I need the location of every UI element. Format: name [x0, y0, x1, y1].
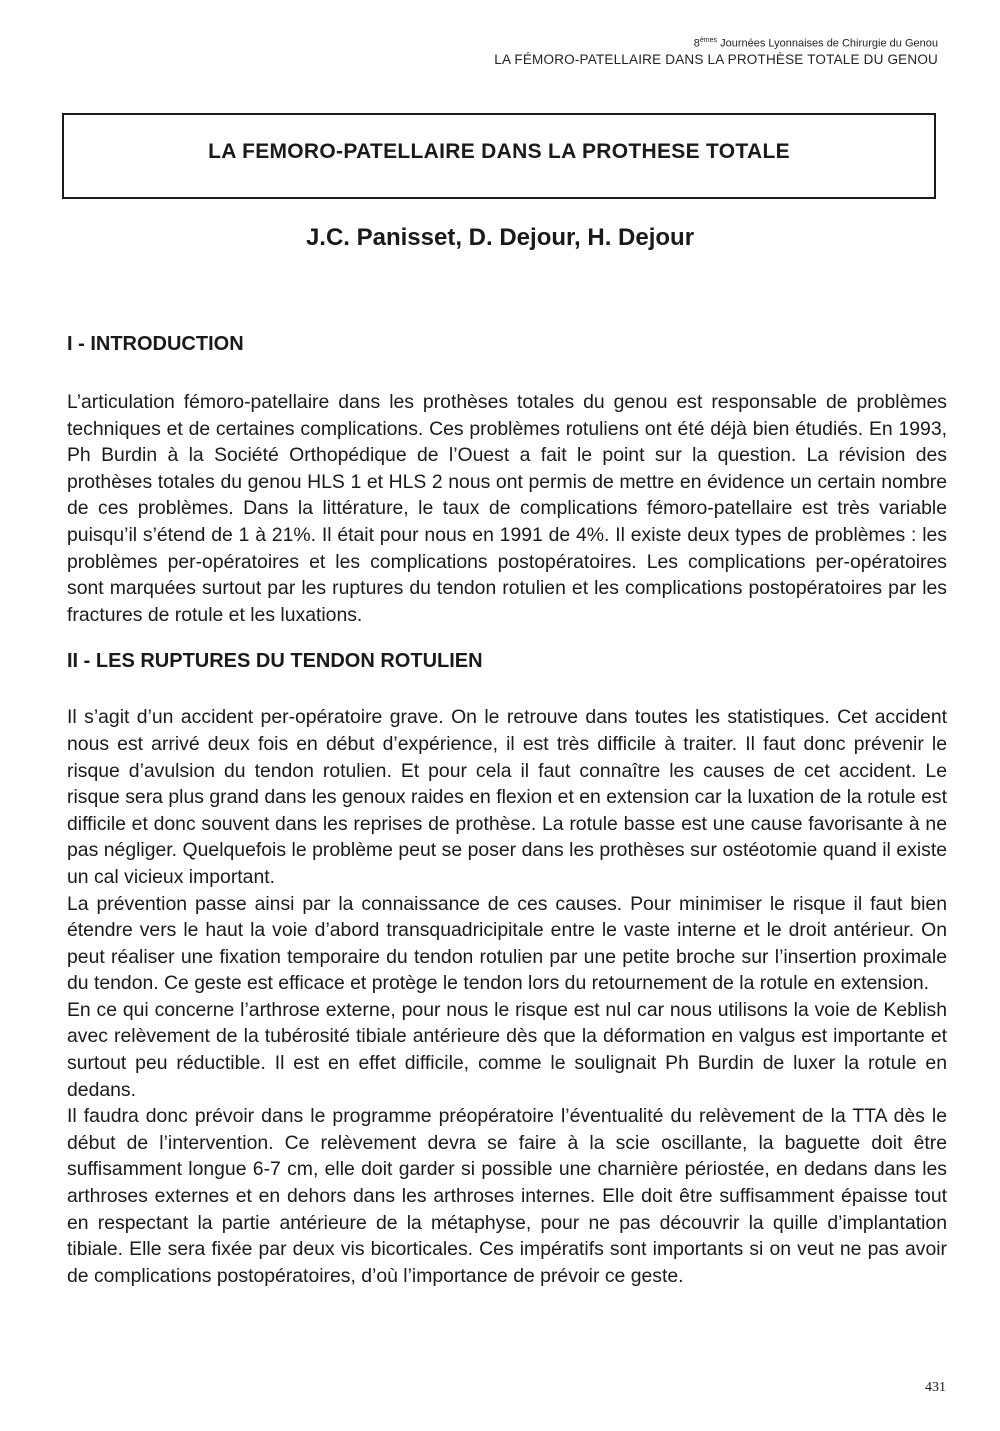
- article-title: LA FEMORO-PATELLAIRE DANS LA PROTHESE TOTALE: [208, 140, 790, 163]
- conference-name: Journées Lyonnaises de Chirurgie du Genou: [717, 37, 938, 50]
- article-body: [67, 333, 947, 1289]
- ruptures-paragraph-2: La prévention passe ainsi par la connaissance de ces causes. Pour minimiser le risque il faut bien étendre vers le haut la voie d’abord transquadricipitale entre le vaste interne et le droit antérieur. On peut réaliser une fixation temporaire du tendon rotulien par une petite broche sur l’insertion proximale du tendon. Ce geste est efficace et protège le tendon lors du retournement de la rotule en extension.: [67, 892, 947, 995]
- authors: J.C. Panisset, D. Dejour, H. Dejour: [305, 224, 695, 251]
- conference-edition-number: 8: [693, 37, 700, 50]
- page-number: 431: [925, 1380, 946, 1395]
- section-heading-ruptures: II - LES RUPTURES DU TENDON ROTULIEN: [67, 650, 483, 673]
- introduction-paragraph: L’articulation fémoro-patellaire dans les prothèses totales du genou est responsable de problèmes techniques et de certaines complications. Ces problèmes rotuliens ont été déjà bien étudiés. En 1993, Ph Burdin à la Société Orthopédique de l’Ouest a fait le point sur la question. La révision des prothèses totales du genou HLS 1 et HLS 2 nous ont permis de mettre en évidence un certain nombre de ces problèmes. Dans la littérature, le taux de complications fémoro-patellaire est très variable puisqu’il s’étend de 1 à 21%. Il était pour nous en 1991 de 4%. Il existe deux types de problèmes : les problèmes per-opératoires et les complications postopératoires. Les complications per-opératoires sont marquées surtout par les ruptures du tendon rotulien et les complications postopératoires par les fractures de rotule et les luxations.: [67, 391, 947, 626]
- running-header-conference: [494, 34, 938, 51]
- title-box: [62, 113, 936, 199]
- conference-edition-suffix: èmes: [699, 37, 718, 44]
- section-heading-introduction: I - INTRODUCTION: [67, 333, 244, 355]
- running-header: [494, 34, 938, 68]
- ruptures-paragraph-4: Il faudra donc prévoir dans le programme préopératoire l’éventualité du relèvement de la TTA dès le début de l’intervention. Ce relèvement devra se faire à la scie oscillante, la baguette doit être suffisamment longue 6-7 cm, elle doit garder si possible une charnière périostée, en dedans dans les arthroses externes et en dehors dans les arthroses internes. Elle doit être suffisamment épaisse tout en respectant la partie antérieure de la métaphyse, pour ne pas découvrir la quille d’implantation tibiale. Elle sera fixée par deux vis bicorticales. Ces impératifs sont importants si on veut ne pas avoir de complications postopératoires, d’où l’importance de prévoir ce geste.: [67, 1105, 947, 1287]
- ruptures-paragraph-1: Il s’agit d’un accident per-opératoire grave. On le retrouve dans toutes les statistiques. Cet accident nous est arrivé deux fois en début d’expérience, il est très difficile à traiter. Il faut donc prévenir le risque d’avulsion du tendon rotulien. Et pour cela il faut connaître les causes de cet accident. Le risque sera plus grand dans les genoux raides en flexion et en extension car la luxation de la rotule est difficile et donc souvent dans les reprises de prothèse. La rotule basse est une cause favorisante à ne pas négliger. Quelquefois le problème peut se poser dans les prothèses sur ostéotomie quand il existe un cal vicieux important.: [67, 706, 947, 888]
- ruptures-paragraph-3: En ce qui concerne l’arthrose externe, pour nous le risque est nul car nous utilisons la voie de Keblish avec relèvement de la tubérosité tibiale antérieure dès que la déformation en valgus est importante et surtout peu réductible. Il est en effet difficile, comme le soulignait Ph Burdin de luxer la rotule en dedans.: [67, 998, 947, 1101]
- running-header-title: LA FÉMORO-PATELLAIRE DANS LA PROTHÈSE TOTALE DU GENOU: [494, 51, 938, 67]
